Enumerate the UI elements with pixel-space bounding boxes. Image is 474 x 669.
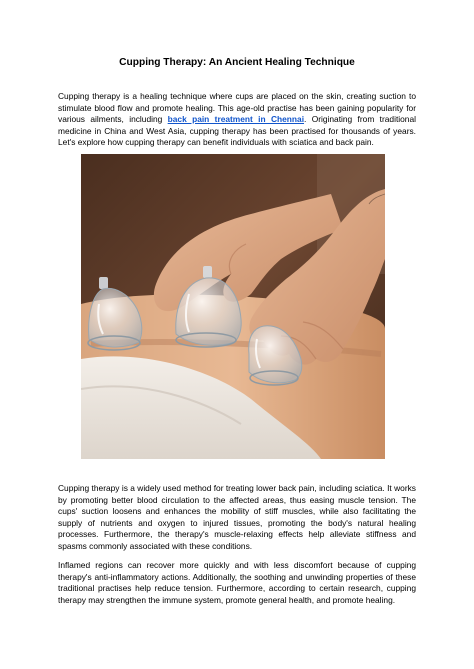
- cupping-therapy-photo: [81, 154, 385, 459]
- intro-text-after-link: . Originating from traditional medicine in China and West Asia, cupping therapy has been practised for thousands of years. Let's explore how cupping therapy can benefit individuals with sciatica and back pain.: [58, 114, 416, 148]
- intro-paragraph: [58, 91, 416, 149]
- body-paragraph-2: Cupping therapy is a widely used method for treating lower back pain, including sciatica. It works by promoting better blood circulation to the affected areas, thus easing muscle tension. The cups' suction loosens and enhances the mobility of stiff muscles, while also facilitating the supply of nutrients and oxygen to injured tissues, promoting the body's natural healing processes. Furthermore, the therapy's muscle-relaxing effects help alleviate stiffness and spasms commonly associated with these conditions.: [58, 483, 416, 551]
- document-title: Cupping Therapy: An Ancient Healing Technique: [119, 57, 355, 68]
- intro-text-before-link: Cupping therapy is a healing technique where cups are placed on the skin, creating suction to stimulate blood flow and promote healing. This age-old practise has been gaining popularity for various ailments, including: [58, 91, 416, 125]
- body-paragraph-3: Inflamed regions can recover more quickly and with less discomfort because of cupping therapy's anti-inflammatory actions. Additionally, the soothing and unwinding properties of these traditional practises help reduce tension. Furthermore, according to certain research, cupping therapy may strengthen the immune system, promote general health, and promote healing.: [58, 560, 416, 605]
- back-pain-treatment-link[interactable]: back pain treatment in Chennai: [167, 114, 305, 125]
